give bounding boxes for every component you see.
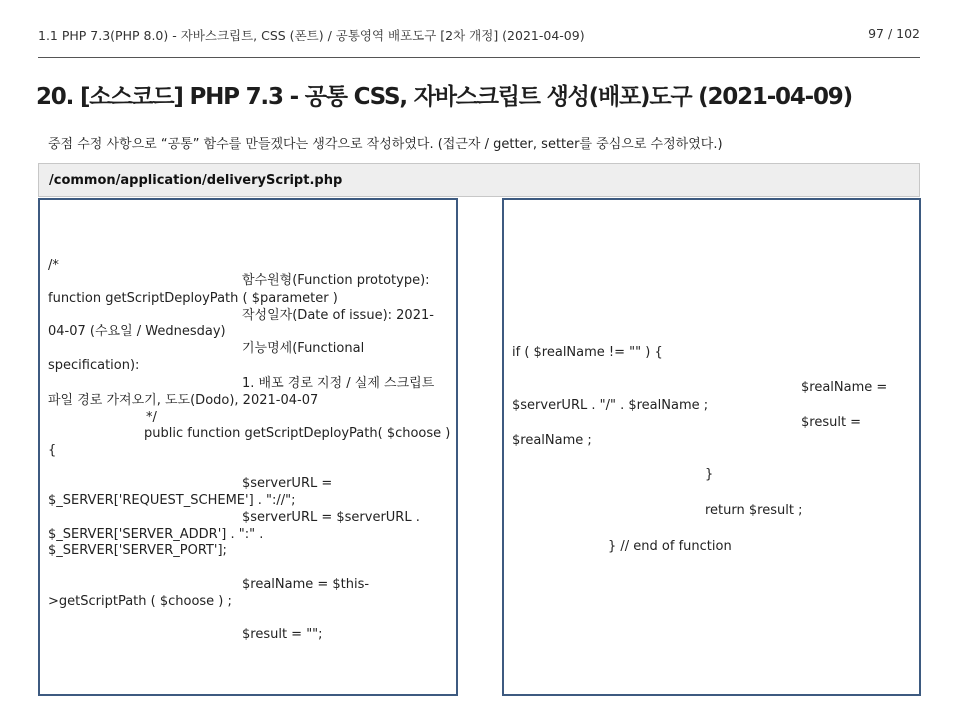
code-line: 04-07 (수요일 / Wednesday): [48, 324, 226, 339]
code-line: specification):: [48, 358, 140, 373]
code-box-left: [38, 198, 458, 696]
code-line: $realName =: [801, 380, 888, 395]
file-path: /common/application/deliveryScript.php: [49, 173, 343, 188]
code-line: 함수원형(Function prototype):: [242, 273, 430, 288]
code-line: } // end of function: [608, 539, 732, 554]
code-line: $_SERVER['REQUEST_SCHEME'] . "://";: [48, 493, 296, 508]
code-line: 기능명세(Functional: [242, 341, 365, 356]
code-line: }: [705, 467, 714, 482]
code-line: 파일 경로 가져오기, 도도(Dodo), 2021-04-07: [48, 393, 319, 408]
code-line: {: [48, 443, 57, 458]
code-line: $realName = $this-: [242, 577, 370, 592]
code-line: 작성일자(Date of issue): 2021-: [242, 308, 434, 323]
code-line: $serverURL =: [242, 476, 333, 491]
code-line: $_SERVER['SERVER_ADDR'] . ":" .: [48, 527, 264, 542]
code-line: $result = "";: [242, 627, 323, 642]
document-title: 20. [소스코드] PHP 7.3 - 공통 CSS, 자바스크립트 생성(배포)도구 (2021-04-09): [36, 84, 852, 110]
code-line: if ( $realName != "" ) {: [512, 345, 663, 360]
intro-text: 중점 수정 사항으로 “공통” 함수를 만들겠다는 생각으로 작성하였다. (접근자 / getter, setter를 중심으로 수정하였다.): [48, 137, 723, 152]
page-number: 97 / 102: [868, 26, 920, 41]
code-line: return $result ;: [705, 503, 803, 518]
header-divider: [38, 57, 920, 58]
code-line: */: [146, 410, 157, 425]
code-line: public function getScriptDeployPath( $choose ): [144, 426, 451, 441]
code-line: /*: [48, 258, 59, 273]
code-line: $serverURL . "/" . $realName ;: [512, 398, 709, 413]
code-line: function getScriptDeployPath ( $parameter ): [48, 291, 338, 306]
code-line: $result =: [801, 415, 862, 430]
code-line: 1. 배포 경로 지정 / 실제 스크립트: [242, 376, 435, 391]
code-line: $realName ;: [512, 433, 592, 448]
code-box-right: [502, 198, 921, 696]
code-line: $_SERVER['SERVER_PORT'];: [48, 543, 227, 558]
file-path-header: [38, 163, 920, 197]
code-line: >getScriptPath ( $choose ) ;: [48, 594, 232, 609]
code-line: $serverURL = $serverURL .: [242, 510, 420, 525]
header-title: 1.1 PHP 7.3(PHP 8.0) - 자바스크립트, CSS (폰트) / 공통영역 배포도구 [2차 개정] (2021-04-09): [38, 28, 585, 43]
